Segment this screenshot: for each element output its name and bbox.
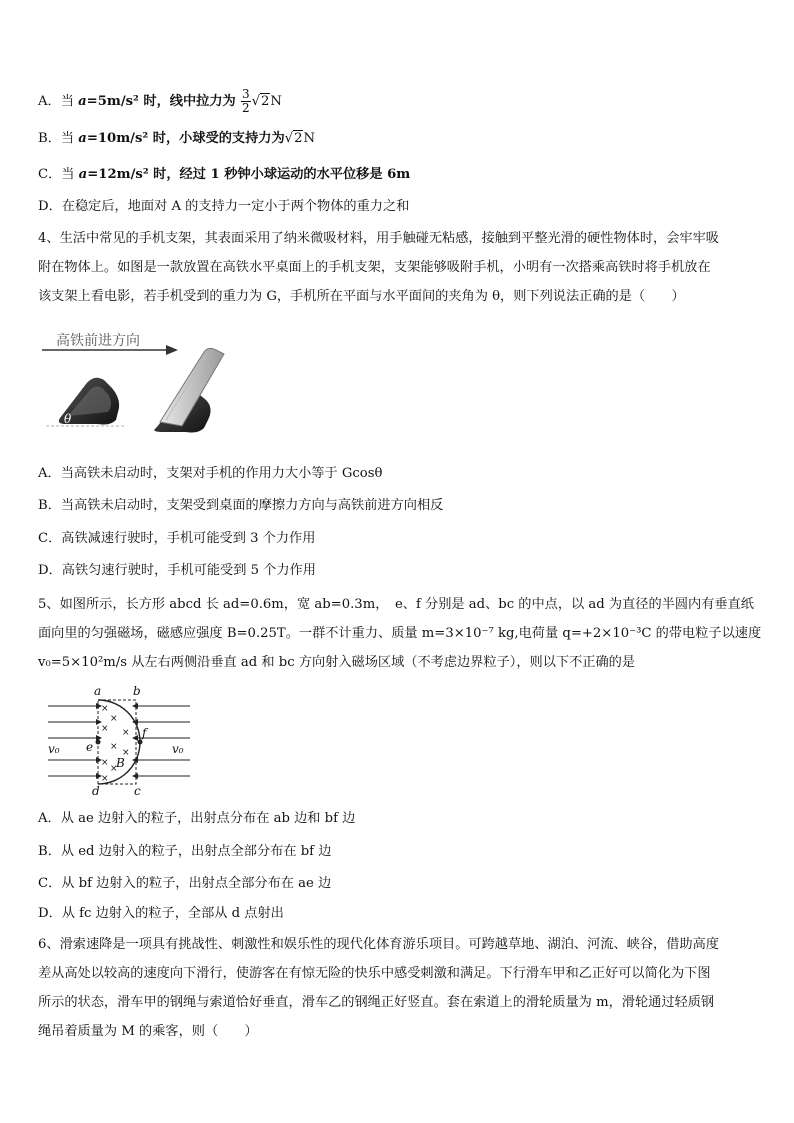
field-x-mark: × xyxy=(122,748,130,758)
sqrt-symbol: √2 xyxy=(251,94,270,109)
label-b: b xyxy=(133,684,141,698)
q5-stem: 5、如图所示，长方形 abcd 长 ad=0.6m，宽 ab=0.3m， e、f 分别是 ad、bc 的中点，以 ad 为直径的半圆内有垂直纸 面向里的匀强磁场，磁感应强度 B=0.25T。一群不计重力、质量 m=3×10⁻⁷ kg,电荷量 q=+2×10⁻³C 的带电粒子以速度 v₀=5×10²m/s 从左右两侧沿垂直 ad 和 bc 方向射入磁场区域（不考虑边界粒子），则以下不正确的是 xyxy=(38,597,762,670)
label-c: c xyxy=(134,784,141,798)
field-x-mark: × xyxy=(101,704,109,714)
label-d: d xyxy=(92,784,100,798)
label-e: e xyxy=(86,740,94,754)
q5-option-a: A．从 ae 边射入的粒子，出射点分布在 ab 边和 bf 边 xyxy=(38,811,356,826)
q5-option-b: B．从 ed 边射入的粒子，出射点全部分布在 bf 边 xyxy=(38,844,332,859)
field-x-mark: × xyxy=(101,724,109,734)
field-x-mark: × xyxy=(101,774,109,784)
direction-label: 高铁前进方向 xyxy=(56,333,140,349)
q3-option-b: B．当 a=10m/s² 时，小球受的支持力为√2N xyxy=(38,131,315,146)
q4-option-d: D．高铁匀速行驶时，手机可能受到 5 个力作用 xyxy=(38,563,316,578)
q4-stem: 4、生活中常见的手机支架，其表面采用了纳米微吸材料，用手触碰无粘感，接触到平整光滑的硬性物体时，会牢牢吸 附在物体上。如图是一款放置在高铁水平桌面上的手机支架，支架能够吸附手机，小明有一次搭乘高铁时将手机放在 该支架上看电影，若手机受到的重力为 G，手机所在平面与水平面间的夹角为 θ，则下列说法正确的是（ ） xyxy=(38,231,719,304)
label-v0-right: v₀ xyxy=(172,742,184,756)
q5-option-c: C．从 bf 边射入的粒子，出射点全部分布在 ae 边 xyxy=(38,876,332,891)
q3-option-c: C．当 a=12m/s² 时，经过 1 秒钟小球运动的水平位移是 6m xyxy=(38,167,411,182)
magnetic-field-figure xyxy=(46,686,192,800)
q3-option-a: A．当 a=5m/s² 时，线中拉力为 $\frac{3}{2}$ √2N xyxy=(38,87,282,115)
angle-theta-label: θ xyxy=(64,412,72,426)
label-a: a xyxy=(94,684,102,698)
q4-option-b: B．当高铁未启动时，支架受到桌面的摩擦力方向与高铁前进方向相反 xyxy=(38,498,444,513)
field-x-mark: × xyxy=(110,714,118,724)
field-x-mark: × xyxy=(110,764,118,774)
q4-option-c: C．高铁减速行驶时，手机可能受到 3 个力作用 xyxy=(38,531,316,546)
q6-stem: 6、滑索速降是一项具有挑战性、刺激性和娱乐性的现代化体育游乐项目。可跨越草地、湖泊、河流、峡谷，借助高度 差从高处以较高的速度向下滑行，使游客在有惊无险的快乐中感受刺激和满足。下行滑车甲和乙正好可以简化为下图 所示的状态，滑车甲的钢绳与索道恰好垂直，滑车乙的钢绳正好竖直。套在索道上的滑轮质量为 m，滑轮通过轻质钢 绳吊着质量为 M 的乘客，则（ ） xyxy=(38,937,719,1039)
phone-stand-figure xyxy=(38,328,228,442)
sqrt-symbol: √2 xyxy=(284,131,303,146)
field-x-mark: × xyxy=(101,758,109,768)
label-f: f xyxy=(142,726,147,740)
label-v0-left: v₀ xyxy=(48,742,60,756)
q3-option-d: D．在稳定后，地面对 A 的支持力一定小于两个物体的重力之和 xyxy=(38,199,410,214)
q4-option-a: A．当高铁未启动时，支架对手机的作用力大小等于 Gcosθ xyxy=(38,466,383,481)
label-field-b: B xyxy=(116,756,125,770)
field-x-mark: × xyxy=(122,728,130,738)
q5-option-d: D．从 fc 边射入的粒子，全部从 d 点射出 xyxy=(38,906,284,921)
fraction: $\frac{3}{2}$ xyxy=(241,87,250,115)
magnetic-field-diagram xyxy=(46,686,192,800)
field-x-mark: × xyxy=(110,742,118,752)
